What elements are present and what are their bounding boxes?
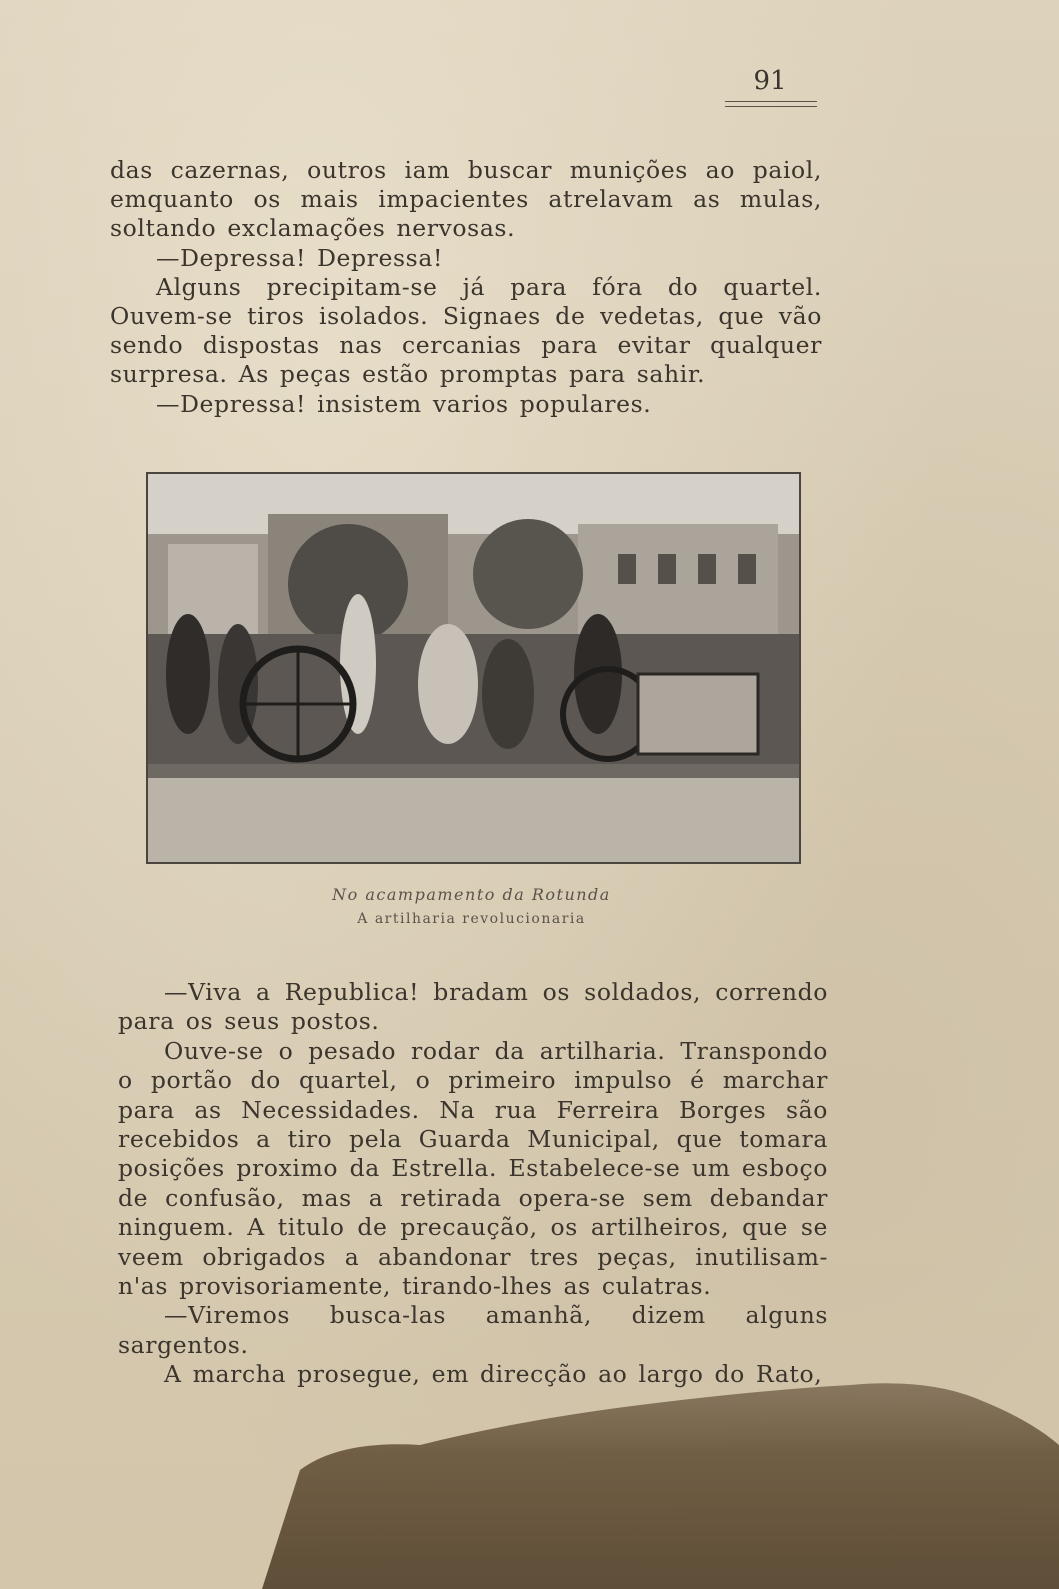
- paragraph: —Viremos busca-las amanhã, dizem alguns sargentos.: [118, 1301, 828, 1359]
- paragraph: —Viva a Republica! bradam os soldados, correndo para os seus postos.: [118, 978, 828, 1036]
- paragraph: —Depressa! Depressa!: [156, 243, 443, 272]
- paragraph: Alguns precipitam-se já para fóra do quartel. Ouvem-se tiros isolados. Signaes de vedetas, que vão sendo dispostas nas cercanias para evitar qualquer surpresa. As peças estão promptas para sahir.: [110, 272, 822, 389]
- figure-caption-subtitle: A artilharia revolucionaria: [357, 911, 586, 927]
- paragraph: Ouve-se o pesado rodar da artilharia. Transpondo o portão do quartel, o primeiro impulso é marchar para as Necessidades. Na rua Ferreira Borges são recebidos a tiro pela Guarda Municipal, que tomara posições proximo da Estrella. Estabelece-se um esboço de confusão, mas a retirada opera-se sem debandar ninguem. A titulo de precaução, os artilheiros, que se veem obrigados a abandonar tres peças, inutilisam-n'as provisoriamente, tirando-lhes as culatras.: [118, 1036, 828, 1301]
- paragraph: A marcha prosegue, em direcção ao largo do Rato,: [164, 1360, 823, 1389]
- paragraph: —Depressa! insistem varios populares.: [156, 389, 652, 418]
- page-number: 91: [753, 66, 787, 96]
- figure-caption-title: No acampamento da Rotunda: [332, 885, 611, 904]
- paragraph: das cazernas, outros iam buscar munições ao paiol, emquanto os mais impacientes atrelavam as mulas, soltando exclamações nervosas.: [110, 156, 822, 243]
